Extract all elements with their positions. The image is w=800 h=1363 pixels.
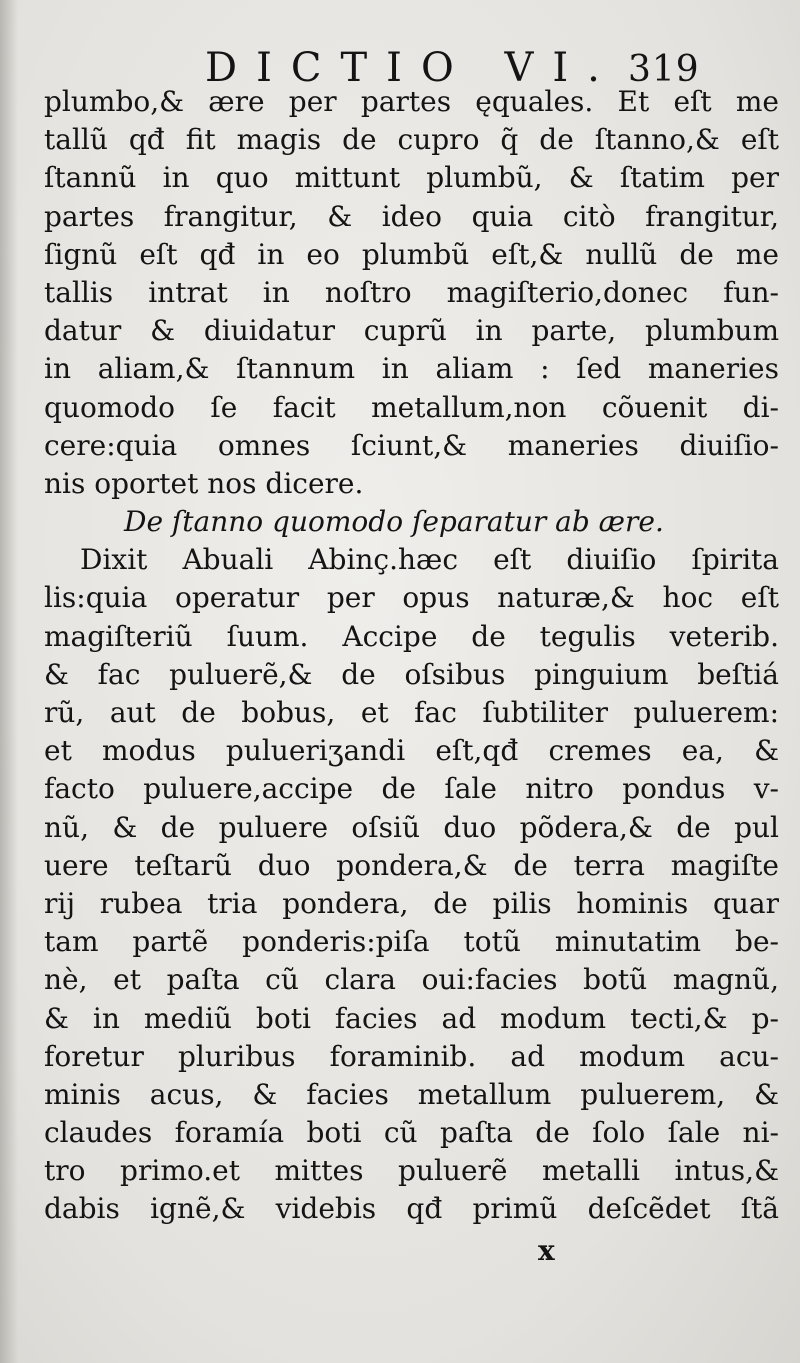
text-line: facto puluere,accipe de ſale nitro pondus v- <box>44 772 779 806</box>
text-line: rij rubea tria pondera, de pilis hominis quar <box>44 886 779 920</box>
text-line: minis acus, & facies metallum puluerem, & <box>44 1077 779 1111</box>
text-line: plumbo,& ære per partes ęquales. Et eſt me <box>44 85 779 118</box>
text-line: in aliam,& ſtannum in aliam : ſed maneries <box>44 352 779 386</box>
text-line: tallis intrat in noſtro magiſterio,donec fun- <box>44 275 779 309</box>
text-block <box>44 83 779 1229</box>
text-line: lis:quia operatur per opus naturæ,& hoc eſt <box>44 581 779 615</box>
text-line: claudes foramía boti cũ paſta de ſolo ſale ni- <box>44 1116 779 1150</box>
text-line: nè, et paſta cũ clara oui:facies botũ magnũ, <box>44 963 779 997</box>
text-line: & in mediũ boti facies ad modum tecti,& p- <box>44 1001 779 1035</box>
text-line: ſtannũ in quo mittunt plumbũ, & ſtatim per <box>44 161 779 195</box>
text-line: uere teſtarũ duo pondera,& de terra magiſte <box>44 848 779 882</box>
text-line: ſignũ eſt qđ in eo plumbũ eſt,& nullũ de me <box>44 237 779 271</box>
text-line: tam partẽ ponderis:piſa totũ minutatim be- <box>44 925 779 959</box>
text-line: dabis ignẽ,& videbis qđ primũ deſcẽdet ſtã <box>44 1192 779 1226</box>
text-line: Dixit Abuali Abinç.hæc eſt diuiſio ſpirita <box>80 543 779 577</box>
text-line: quomodo ſe facit metallum,non cõuenit di- <box>44 390 779 424</box>
signature-mark: x <box>538 1234 555 1267</box>
text-line: tallũ qđ fit magis de cupro q̃ de ſtanno,& eſt <box>44 123 779 157</box>
text-line: rũ, aut de bobus, et fac ſubtiliter puluerem: <box>44 696 779 729</box>
text-line: cere:quia omnes ſciunt,& maneries diuiſio- <box>44 428 779 462</box>
text-line: foretur pluribus foraminib. ad modum acu- <box>44 1039 779 1073</box>
page-number: 319 <box>628 49 700 90</box>
text-line: nis oportet nos dicere. <box>44 466 364 500</box>
page-gutter-shadow <box>0 0 18 1363</box>
text-line: nũ, & de puluere oſsiũ duo põdera,& de pul <box>44 810 779 844</box>
text-line: magiſteriũ ſuum. Accipe de tegulis veterib. <box>44 619 779 653</box>
text-line: et modus pulueriʒandi eſt,qđ cremes ea, & <box>44 734 779 768</box>
text-line: tro primo.et mittes puluerẽ metalli intus,& <box>44 1154 779 1188</box>
section-heading: De ſtanno quomodo ſeparatur ab ære. <box>124 505 664 539</box>
text-line: & fac puluerẽ,& de oſsibus pinguium beſtiá <box>44 657 779 691</box>
running-title: DICTIO VI. <box>205 45 619 91</box>
text-line: datur & diuidatur cuprũ in parte, plumbum <box>44 314 779 348</box>
text-line: partes frangitur, & ideo quia citò frangitur, <box>44 199 779 233</box>
